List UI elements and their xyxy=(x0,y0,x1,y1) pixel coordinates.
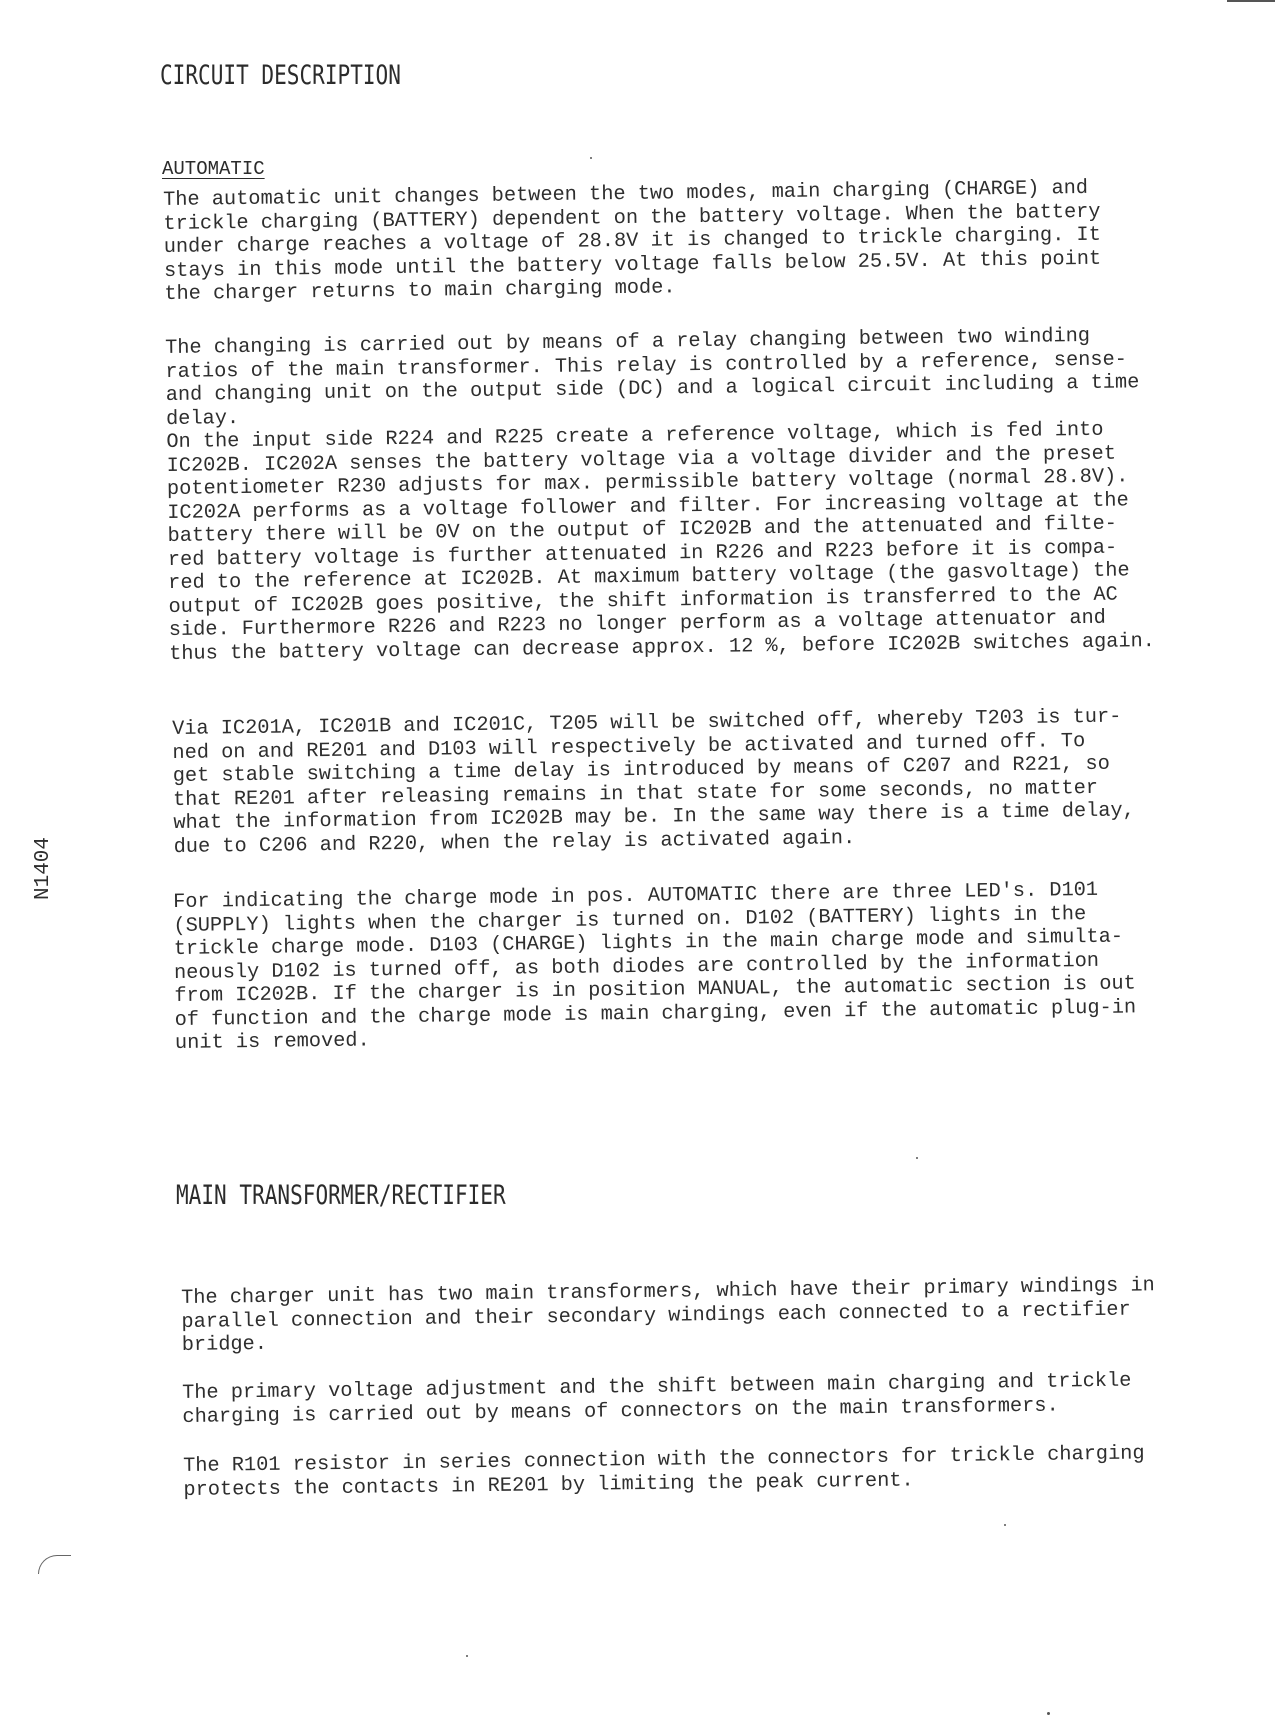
section-heading-automatic: AUTOMATIC xyxy=(162,158,265,180)
scan-speck xyxy=(590,157,592,159)
document-code: N1404 xyxy=(32,836,55,900)
scan-speck xyxy=(1047,1712,1050,1715)
scan-speck xyxy=(466,1655,468,1657)
automatic-paragraph-2: The changing is carried out by means of a relay changing between two winding ratios of the main transformer. This relay is controlled by a reference, sense- and changing unit on the output side (DC) and a logical circuit including a time delay. On the input side R224 and R225 create a reference voltage, which is fed into IC202B. IC202A senses the battery voltage via a voltage divider and the preset potentiometer R230 adjusts for max. permissible battery voltage (normal 28.8V). IC202A performs as a voltage follower and filter. For increasing voltage at the battery there will be 0V on the output of IC202B and the attenuated and filte- red battery voltage is further attenuated in R226 and R223 before it is compa- red to the reference at IC202B. At maximum battery voltage (the gasvoltage) the output of IC202B goes positive, the shift information is transferred to the AC side. Furthermore R226 and R223 no longer perform as a voltage attenuator and thus the battery voltage can decrease approx. 12 %, before IC202B switches again. xyxy=(165,324,1156,666)
automatic-paragraph-4: For indicating the charge mode in pos. AUTOMATIC there are three LED's. D101 (SUPPLY) lights when the charger is turned on. D102 (BATTERY) lights in the trickle charge mode. D103 (CHARGE) lights in the main charge mode and simulta- neously D102 is turned off, as both diodes are controlled by the information from IC202B. If the charger is in position MANUAL, the automatic section is out of function and the charge mode is main charging, even if the automatic plug-in unit is removed. xyxy=(173,878,1137,1055)
page-title: CIRCUIT DESCRIPTION xyxy=(160,60,401,91)
section-heading-transformer: MAIN TRANSFORMER/RECTIFIER xyxy=(176,1180,506,1211)
transformer-paragraph-1: The charger unit has two main transformers, which have their primary windings in parallel connection and their secondary windings each connected to a rectifier bridge. xyxy=(181,1274,1155,1357)
transformer-paragraph-3: The R101 resistor in series connection with the connectors for trickle charging protects the contacts in RE201 by limiting the peak current. xyxy=(183,1442,1145,1502)
scan-speck xyxy=(916,1157,918,1159)
scan-mark xyxy=(38,1555,71,1574)
transformer-paragraph-2: The primary voltage adjustment and the shift between main charging and trickle charging is carried out by means of connectors on the main transformers. xyxy=(182,1369,1132,1429)
scan-speck xyxy=(1004,1524,1006,1526)
automatic-paragraph-1: The automatic unit changes between the two modes, main charging (CHARGE) and trickle charging (BATTERY) dependent on the battery voltage. When the battery under charge reaches a voltage of 28.8V it is changed to trickle charging. It stays in this mode until the battery voltage falls below 25.5V. At this point the charger returns to main charging mode. xyxy=(163,176,1102,306)
automatic-paragraph-3: Via IC201A, IC201B and IC201C, T205 will be switched off, whereby T203 is tur- ned on and RE201 and D103 will respectively be activated and turned off. To get stable switching a time delay is introduced by means of C207 and R221, so that RE201 after releasing remains in that state for some seconds, no matter what the information from IC202B may be. In the same way there is a time delay, due to C206 and R220, when the relay is activated again. xyxy=(172,705,1135,859)
scan-edge-line xyxy=(1227,0,1275,2)
